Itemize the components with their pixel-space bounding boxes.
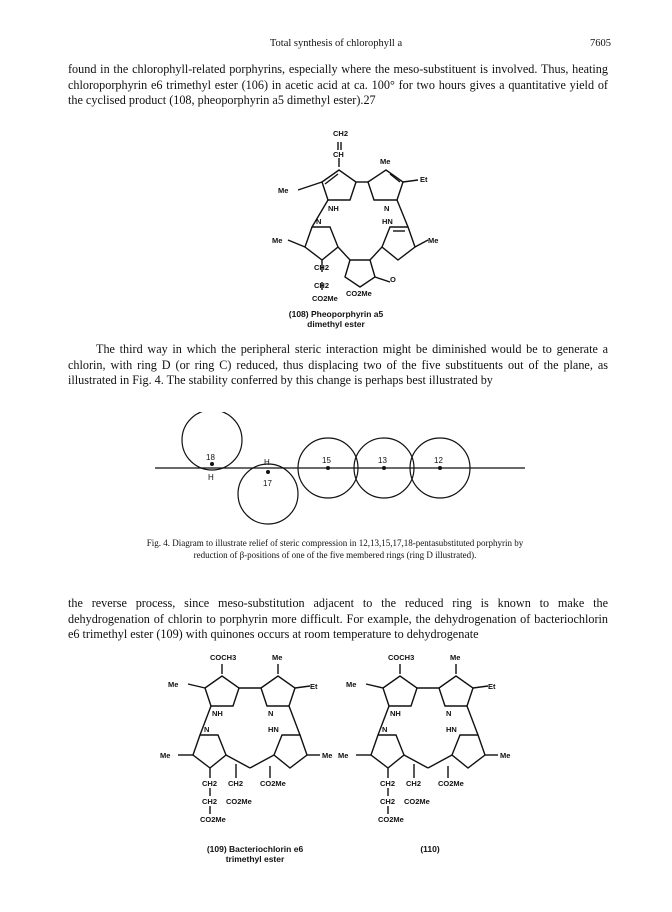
figure-4-caption [95, 538, 575, 561]
label-co2me-a: CO2Me [438, 779, 464, 788]
label-h-left: H [208, 473, 214, 482]
label-me-left: Me [168, 680, 179, 689]
label-hn: HN [268, 725, 279, 734]
structure-110-caption-text: (110) [420, 844, 440, 854]
label-et: Et [310, 682, 318, 691]
label-me-left2: Me [338, 751, 349, 760]
label-ch2b: CH2 [406, 779, 422, 788]
label-ch: CH [333, 150, 344, 159]
label-coch3: COCH3 [388, 653, 415, 662]
figure-4-caption-line2: reduction of β-positions of one of the five membered rings (ring D illustrated). [193, 549, 477, 560]
label-ketone-o: O [390, 275, 396, 284]
label-co2me-b: CO2Me [226, 797, 252, 806]
label-h-mid: H [264, 458, 270, 467]
structure-108-caption-line2: dimethyl ester [307, 318, 365, 329]
label-co2me-ring: CO2Me [346, 289, 372, 298]
label-me-left: Me [346, 680, 357, 689]
structure-110-diagram [338, 650, 518, 840]
label-co2me-c: CO2Me [200, 815, 226, 824]
label-n-left: N [382, 725, 388, 734]
label-me-top: Me [450, 653, 461, 662]
running-title: Total synthesis of chlorophyll a [269, 38, 403, 49]
label-me-right2: Me [428, 236, 439, 245]
page-number: 7605 [590, 38, 611, 49]
label-me-left2: Me [160, 751, 171, 760]
label-c15: 15 [322, 456, 331, 465]
figure-4-caption-line1: Fig. 4. Diagram to illustrate relief of steric compression in 12,13,15,17,18-pentasubstituted porphyrin by [146, 538, 524, 548]
label-et: Et [420, 175, 428, 184]
label-nh: NH [212, 709, 223, 718]
label-me-right2: Me [322, 751, 333, 760]
label-n-right: N [446, 709, 452, 718]
label-c13: 13 [378, 456, 387, 465]
label-hn: HN [446, 725, 457, 734]
label-ch2-vinyl: CH2 [333, 129, 349, 138]
label-me-right2: Me [500, 751, 511, 760]
structure-108-caption-line1: (108) Pheoporphyrin a5 [288, 309, 384, 319]
label-co2me-side: CO2Me [312, 294, 338, 303]
label-ch2c: CH2 [202, 797, 218, 806]
label-chain-ch2a: CH2 [314, 263, 330, 272]
label-me-left2: Me [272, 236, 283, 245]
paragraph-3 [68, 596, 608, 643]
label-nh: NH [328, 204, 339, 213]
label-me-left: Me [278, 186, 289, 195]
label-me-top: Me [380, 157, 391, 166]
structure-109-diagram [160, 650, 340, 840]
structure-109-caption-line1: (109) Bacteriochlorin e6 [206, 844, 304, 854]
label-nh: NH [390, 709, 401, 718]
structure-110-caption [380, 845, 480, 855]
structure-109-caption [180, 845, 330, 864]
label-ch2c: CH2 [380, 797, 396, 806]
label-et: Et [488, 682, 496, 691]
structure-109-caption-line2: trimethyl ester [225, 853, 285, 864]
label-ch2b: CH2 [228, 779, 244, 788]
paragraph-1 [68, 62, 608, 109]
label-n-left: N [316, 217, 322, 226]
label-n-right: N [268, 709, 274, 718]
label-co2me-c: CO2Me [378, 815, 404, 824]
label-chain-ch2b: CH2 [314, 281, 330, 290]
paragraph-1-text: found in the chlorophyll-related porphyrins, especially where the meso-substituent is involved. Thus, heating chloroporphyrin e6 trimethyl ester (106) in acetic acid at ca. 100° for two hours gives a quantitative yield of the cyclised product (108, pheoporphyrin a5 dimethyl ester).27 [68, 62, 608, 108]
label-me-top: Me [272, 653, 283, 662]
label-ch2a: CH2 [380, 779, 396, 788]
paragraph-2 [68, 342, 608, 389]
structure-108-diagram [250, 112, 440, 307]
label-co2me-a: CO2Me [260, 779, 286, 788]
label-co2me-b: CO2Me [404, 797, 430, 806]
label-ch2a: CH2 [202, 779, 218, 788]
paragraph-3-text: the reverse process, since meso-substitution adjacent to the reduced ring is known to make the dehydrogenation of chlorin to porphyrin more difficult. For example, the dehydrogenation of bacteriochlorin e6 trimethyl ester (109) with quinones occurs at room temperature to dehydrogenate [68, 596, 608, 642]
label-coch3: COCH3 [210, 653, 237, 662]
label-hn: HN [382, 217, 393, 226]
label-c18: 18 [206, 453, 215, 462]
label-c17: 17 [263, 479, 272, 488]
label-c12: 12 [434, 456, 443, 465]
structure-108-caption [236, 310, 436, 329]
label-n-left: N [204, 725, 210, 734]
figure-4-diagram [150, 412, 530, 530]
paragraph-2-text: The third way in which the peripheral steric interaction might be diminished would be to generate a chlorin, with ring D (or ring C) reduced, thus displacing two of the five substituents out of the plane, as illustrated in Fig. 4. The stability conferred by this change is perhaps best illustrated by [68, 342, 608, 388]
label-n-right: N [384, 204, 390, 213]
